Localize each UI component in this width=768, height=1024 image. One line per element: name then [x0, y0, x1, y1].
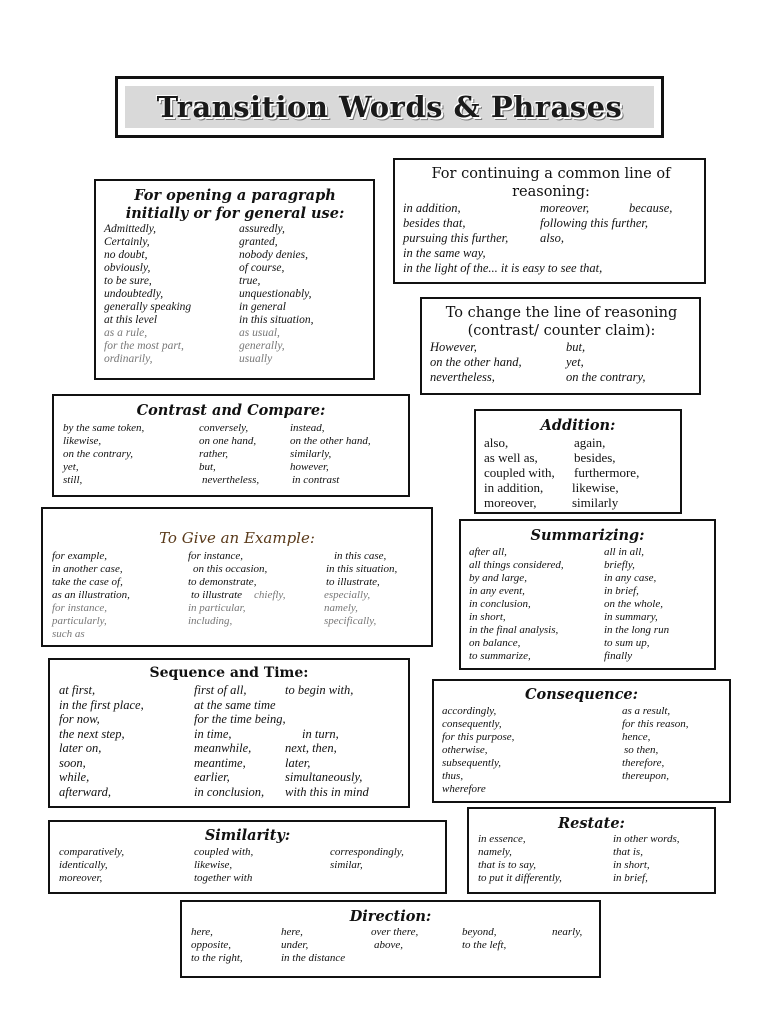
- example-heading: To Give an Example:: [159, 529, 315, 547]
- page-title: Transition Words & Phrases: [156, 90, 623, 124]
- phrase: in essence,: [478, 833, 526, 845]
- phrase: hence,: [622, 731, 651, 743]
- phrase: in short,: [469, 611, 506, 623]
- phrase: that is to say,: [478, 859, 537, 871]
- phrase: for the time being,: [194, 712, 286, 726]
- addition-heading: Addition:: [540, 417, 616, 434]
- phrase: in short,: [613, 859, 650, 871]
- consequence-box: [432, 679, 731, 803]
- phrase: besides that,: [403, 216, 466, 230]
- phrase: subsequently,: [442, 757, 501, 769]
- phrase: coupled with,: [194, 846, 254, 858]
- phrase: because,: [629, 201, 673, 215]
- change-box: [420, 297, 701, 395]
- phrase: again,: [574, 435, 606, 450]
- phrase: above,: [374, 939, 404, 951]
- phrase: to be sure,: [104, 275, 152, 287]
- title-banner: [125, 86, 654, 128]
- phrase: following this further,: [540, 216, 649, 230]
- phrase: therefore,: [622, 757, 665, 769]
- sequence-box: [48, 658, 410, 808]
- phrase: consequently,: [442, 718, 502, 730]
- phrase: in the light of the... it is easy to see that,: [403, 261, 603, 275]
- summarizing-box: [459, 519, 716, 670]
- phrase: moreover,: [59, 872, 103, 884]
- phrase: chiefly,: [254, 589, 286, 601]
- phrase: in this situation,: [326, 563, 398, 575]
- phrase: in addition,: [403, 201, 461, 215]
- phrase: thus,: [442, 770, 464, 782]
- phrase: together with: [194, 872, 253, 884]
- phrase: ordinarily,: [104, 353, 153, 365]
- phrase: nearly,: [552, 926, 583, 938]
- phrase: at first,: [59, 683, 96, 697]
- phrase: nobody denies,: [239, 249, 308, 261]
- phrase: that is,: [613, 846, 643, 858]
- phrase: similarly,: [290, 448, 332, 460]
- phrase: as a rule,: [104, 327, 148, 339]
- phrase: at the same time: [194, 697, 276, 712]
- title-box: [115, 76, 664, 138]
- contrast-box: [52, 394, 410, 497]
- phrase: yet,: [63, 461, 79, 473]
- phrase: likewise,: [194, 859, 233, 871]
- continuing-heading: For continuing a common line of reasoning:: [431, 166, 671, 200]
- phrase: the next step,: [59, 726, 125, 741]
- phrase: in brief,: [613, 872, 648, 884]
- phrase: in contrast: [292, 474, 340, 486]
- phrase: unquestionably,: [239, 288, 312, 300]
- addition-box: [474, 409, 682, 514]
- phrase: on this occasion,: [193, 563, 268, 575]
- direction-heading: Direction:: [349, 908, 432, 925]
- phrase: briefly,: [604, 559, 635, 571]
- phrase: obviously,: [104, 262, 151, 274]
- phrase: for this purpose,: [442, 731, 515, 743]
- summarizing-heading: Summarizing:: [530, 527, 645, 544]
- phrase: for the most part,: [104, 340, 184, 352]
- phrase: true,: [239, 275, 261, 287]
- similarity-heading: Similarity:: [204, 827, 291, 844]
- phrase: however,: [290, 461, 329, 473]
- phrase: generally speaking: [104, 301, 192, 313]
- phrase: in the first place,: [59, 697, 144, 712]
- phrase: over there,: [371, 926, 419, 938]
- phrase: in general: [239, 301, 286, 313]
- phrase: for instance,: [188, 550, 243, 562]
- phrase: as a result,: [622, 705, 671, 717]
- phrase: also,: [540, 231, 564, 245]
- phrase: in conclusion,: [469, 598, 531, 610]
- phrase: nevertheless,: [430, 370, 495, 384]
- consequence-heading: Consequence:: [525, 686, 638, 703]
- phrase: instead,: [290, 422, 325, 434]
- phrase: here,: [191, 926, 213, 938]
- phrase: namely,: [478, 846, 512, 858]
- phrase: coupled with,: [484, 465, 555, 480]
- phrase: in the same way,: [403, 246, 486, 260]
- phrase: in any event,: [469, 585, 525, 597]
- phrase: later,: [285, 755, 311, 770]
- phrase: also,: [484, 435, 509, 450]
- phrase: on the other hand,: [290, 435, 371, 447]
- phrase: earlier,: [194, 770, 230, 784]
- phrase: to summarize,: [469, 650, 531, 662]
- phrase: in another case,: [52, 563, 123, 575]
- phrase: to the left,: [462, 939, 507, 951]
- phrase: in the long run: [604, 624, 670, 636]
- phrase: for instance,: [52, 602, 107, 614]
- phrase: in the distance: [281, 952, 346, 964]
- phrase: in turn,: [302, 726, 339, 741]
- phrase: finally: [604, 650, 633, 662]
- phrase: on the whole,: [604, 598, 663, 610]
- phrase: likewise,: [572, 480, 619, 495]
- phrase: pursuing this further,: [403, 231, 509, 245]
- change-heading: To change the line of reasoning (contrast/ counter claim):: [445, 305, 678, 339]
- phrase: in this case,: [334, 550, 387, 562]
- phrase: conversely,: [199, 422, 249, 434]
- restate-box: [467, 807, 716, 894]
- phrase: next, then,: [285, 741, 337, 755]
- phrase: in addition,: [484, 480, 544, 495]
- phrase: generally,: [239, 340, 285, 352]
- phrase: identically,: [59, 859, 108, 871]
- phrase: to illustrate: [191, 589, 243, 601]
- phrase: on the contrary,: [63, 448, 133, 460]
- phrase: in other words,: [613, 833, 680, 845]
- phrase: in time,: [194, 726, 232, 741]
- phrase: on one hand,: [199, 435, 257, 447]
- phrase: in summary,: [604, 611, 658, 623]
- phrase: besides,: [574, 450, 616, 465]
- phrase: especially,: [324, 589, 371, 601]
- phrase: still,: [63, 474, 83, 486]
- phrase: to the right,: [191, 952, 243, 964]
- phrase: with this in mind: [285, 784, 369, 799]
- contrast-heading: Contrast and Compare:: [136, 402, 326, 419]
- phrase: moreover,: [540, 201, 590, 215]
- phrase: all in all,: [604, 546, 645, 558]
- phrase: meantime,: [194, 755, 246, 770]
- phrase: afterward,: [59, 784, 111, 799]
- opening-box: [94, 179, 375, 380]
- phrase: similarly: [572, 495, 619, 510]
- phrase: comparatively,: [59, 846, 125, 858]
- phrase: to sum up,: [604, 637, 650, 649]
- phrase: meanwhile,: [194, 741, 252, 755]
- phrase: so then,: [624, 744, 659, 756]
- phrase: of course,: [239, 262, 285, 274]
- phrase: undoubtedly,: [104, 288, 164, 300]
- sequence-heading: Sequence and Time:: [149, 665, 309, 681]
- direction-box: [180, 900, 601, 978]
- phrase: accordingly,: [442, 705, 497, 717]
- phrase: but,: [566, 340, 586, 354]
- phrase: in this situation,: [239, 314, 314, 326]
- phrase: on the other hand,: [430, 355, 522, 369]
- phrase: assuredly,: [239, 223, 285, 235]
- phrase: granted,: [239, 236, 278, 248]
- phrase: specifically,: [324, 615, 377, 627]
- phrase: usually: [239, 353, 273, 365]
- phrase: on the contrary,: [566, 370, 646, 384]
- phrase: to illustrate,: [326, 576, 380, 588]
- phrase: no doubt,: [104, 249, 148, 261]
- phrase: on balance,: [469, 637, 521, 649]
- phrase: all things considered,: [469, 559, 564, 571]
- phrase: moreover,: [484, 495, 537, 510]
- phrase: yet,: [566, 355, 584, 369]
- phrase: in any case,: [604, 572, 657, 584]
- phrase: particularly,: [52, 615, 107, 627]
- phrase: beyond,: [462, 926, 497, 938]
- phrase: thereupon,: [622, 770, 669, 782]
- phrase: rather,: [199, 448, 229, 460]
- phrase: opposite,: [191, 939, 232, 951]
- phrase: However,: [430, 340, 477, 354]
- phrase: for this reason,: [622, 718, 689, 730]
- phrase: as usual,: [239, 327, 280, 339]
- phrase: including,: [188, 615, 233, 627]
- phrase: such as: [52, 628, 85, 640]
- example-box: [41, 507, 433, 647]
- similarity-box: [48, 820, 447, 894]
- phrase: take the case of,: [52, 576, 123, 588]
- phrase: in brief,: [604, 585, 639, 597]
- phrase: later on,: [59, 741, 102, 755]
- phrase: by the same token,: [63, 422, 145, 434]
- phrase: here,: [281, 926, 303, 938]
- phrase: in particular,: [188, 602, 246, 614]
- phrase: to begin with,: [285, 683, 354, 697]
- phrase: at this level: [104, 314, 158, 326]
- phrase: but,: [199, 461, 216, 473]
- phrase: Certainly,: [104, 236, 150, 248]
- continuing-box: [393, 158, 706, 284]
- phrase: furthermore,: [574, 465, 640, 480]
- phrase: Admittedly,: [104, 223, 157, 235]
- phrase: as well as,: [484, 450, 538, 465]
- phrase: similar,: [330, 859, 363, 871]
- phrase: in the final analysis,: [469, 624, 559, 636]
- phrase: for example,: [52, 550, 107, 562]
- phrase: simultaneously,: [285, 770, 363, 784]
- phrase: soon,: [59, 755, 86, 770]
- phrase: wherefore: [442, 783, 486, 795]
- opening-heading: For opening a paragraph initially or for general use:: [125, 187, 345, 222]
- phrase: nevertheless,: [202, 474, 260, 486]
- phrase: by and large,: [469, 572, 527, 584]
- phrase: otherwise,: [442, 744, 488, 756]
- phrase: after all,: [469, 546, 507, 558]
- phrase: correspondingly,: [330, 846, 404, 858]
- phrase: to demonstrate,: [188, 576, 257, 588]
- phrase: namely,: [324, 602, 358, 614]
- phrase: likewise,: [63, 435, 102, 447]
- phrase: in conclusion,: [194, 784, 265, 799]
- phrase: under,: [281, 939, 309, 951]
- phrase: while,: [59, 770, 90, 784]
- phrase: first of all,: [194, 683, 247, 697]
- restate-heading: Restate:: [558, 815, 625, 832]
- phrase: as an illustration,: [52, 589, 130, 601]
- phrase: for now,: [59, 712, 100, 726]
- phrase: to put it differently,: [478, 872, 562, 884]
